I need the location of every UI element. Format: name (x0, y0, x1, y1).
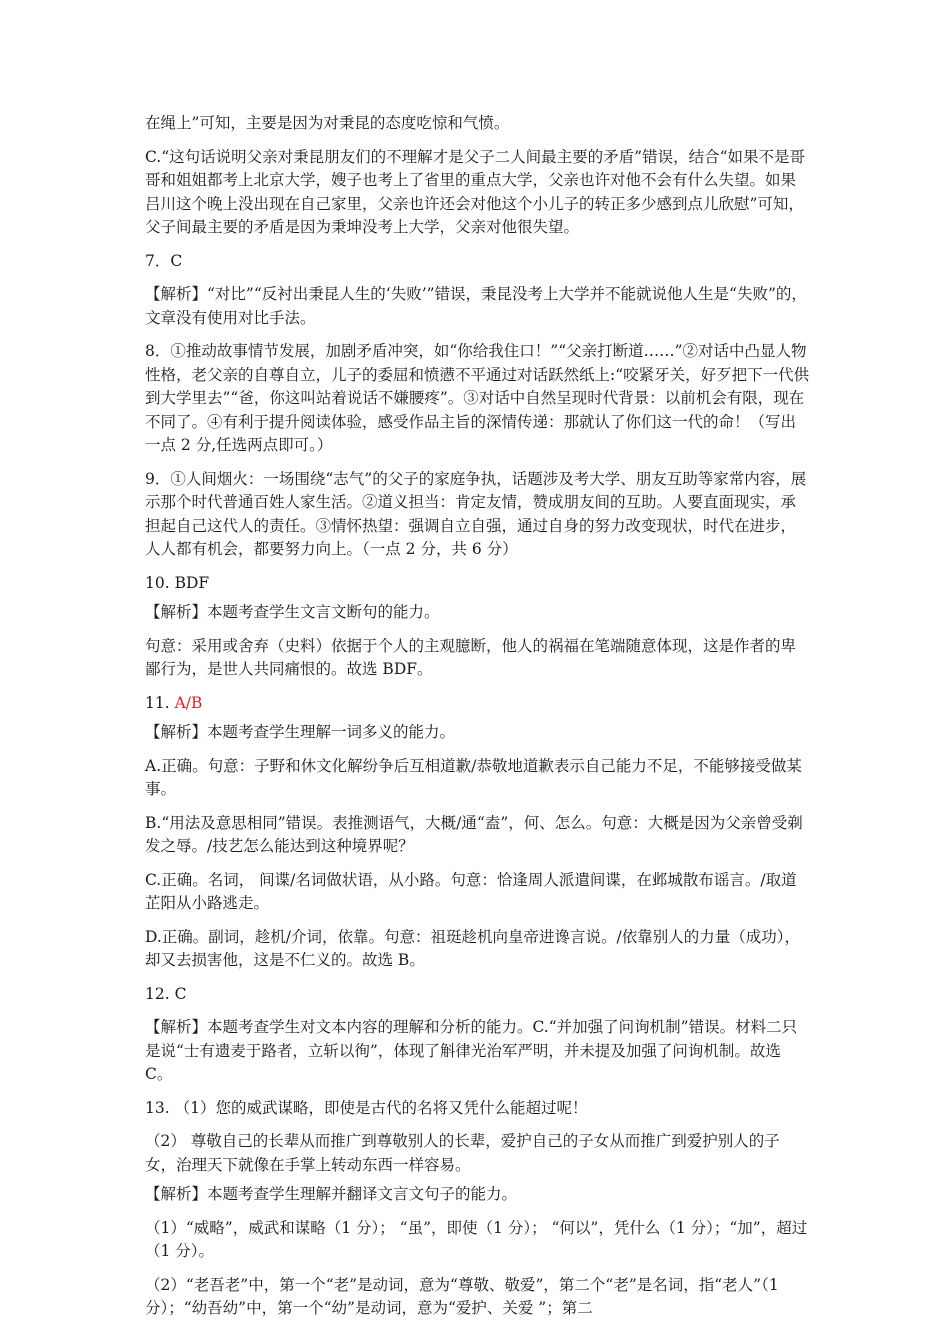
question-11-number: 11. (145, 693, 175, 712)
paragraph: C.“这句话说明父亲对秉昆朋友们的不理解才是父子二人间最主要的矛盾”错误，结合“如果不是哥哥和姐姐都考上北京大学，嫂子也考上了省里的重点大学，父亲也许对他不会有什么失望。如果吕川这个晚上没出现在自己家里，父亲也许还会对他这个小儿子的转正多少感到点儿欣慰”可知，父子间最主要的矛盾是因为秉坤没考上大学，父亲对他很失望。 (145, 147, 806, 236)
question-12-answer: 12. C (145, 984, 187, 1003)
paragraph: 【解析】本题考查学生理解一词多义的能力。 (145, 723, 456, 741)
paragraph: （2）“老吾老”中，第一个“老”是动词，意为“尊敬、敬爱”，第二个“老”是名词，指“老人”（1 分）；“幼吾幼”中，第一个“幼”是动词，意为“爱护、关爱 ”；第二 (145, 1275, 779, 1317)
paragraph: 【解析】本题考查学生对文本内容的理解和分析的能力。C.“并加强了问询机制”错误。材料二只是说“士有遗麦于路者，立斩以徇”，体现了斛律光治军严明，并未提及加强了问询机制。故选 C。 (145, 1018, 798, 1083)
paragraph: D.正确。副词，趁机/介词，依靠。句意：祖珽趁机向皇帝进谗言说。/依靠别人的力量（成功），却又去损害他，这是不仁义的。故选 B。 (145, 927, 800, 969)
paragraph: 【解析】本题考查学生理解并翻译文言文句子的能力。 (145, 1185, 518, 1203)
paragraph: 句意：采用或舍弃（史料）依据于个人的主观臆断，他人的祸福在笔端随意体现，这是作者的卑鄙行为，是世人共同痛恨的。故选 BDF。 (145, 636, 797, 678)
paragraph: B.“用法及意思相同”错误。表推测语气，大概/通“盍”，何、怎么。句意：大概是因为父亲曾受剃发之辱。/技艺怎么能达到这种境界呢？ (145, 813, 803, 855)
paragraph: C.正确。名词， 间谍/名词做状语，从小路。句意：恰逢周人派遣间谍，在邺城散布谣言。/取道芷阳从小路逃走。 (145, 870, 797, 912)
paragraph: A.正确。句意：子野和休文化解纷争后互相道歉/恭敬地道歉表示自己能力不足，不能够接受做某事。 (145, 756, 802, 798)
paragraph: 【解析】本题考查学生文言文断句的能力。 (145, 603, 440, 621)
question-11-answer (145, 692, 810, 716)
question-13-answer: 13. （1）您的威武谋略，即使是古代的名将又凭什么能超过呢！ (145, 1098, 588, 1117)
question-7-answer: 7．C (145, 251, 183, 270)
paragraph: （1）“威略”，威武和谋略（1 分）； “虽”，即使（1 分）； “何以”，凭什么（1 分）；“加”，超过（1 分）。 (145, 1218, 808, 1260)
question-8-answer: 8．①推动故事情节发展，加剧矛盾冲突，如“你给我住口！”“父亲打断道……”②对话中凸显人物性格，老父亲的自尊自立，儿子的委屈和愤懑不平通过对话跃然纸上:“咬紧牙关，好歹把下一代供到大学里去”“爸，你这叫站着说话不嫌腰疼”。③对话中自然呈现时代背景：以前机会有限，现在不同了。④有利于提升阅读体验，感受作品主旨的深情传递：那就认了你们这一代的命！（写出一点 2 分,任选两点即可。） (145, 342, 810, 454)
paragraph: 在绳上”可知，主要是因为对秉昆的态度吃惊和气愤。 (145, 114, 510, 132)
paragraph: （2） 尊敬自己的长辈从而推广到尊敬别人的长辈，爱护自己的子女从而推广到爱护别人的子女，治理天下就像在手掌上转动东西一样容易。 (145, 1132, 780, 1174)
paragraph: 【解析】“对比”“反衬出秉昆人生的‘失败’”错误，秉昆没考上大学并不能就说他人生是“失败”的，文章没有使用对比手法。 (145, 285, 807, 327)
question-11-red-answer: A/B (174, 693, 203, 712)
question-9-answer: 9．①人间烟火：一场围绕“志气”的父子的家庭争执，话题涉及考大学、朋友互助等家常内容，展示那个时代普通百姓人家生活。②道义担当：肯定友情，赞成朋友间的互助。人要直面现实，承担起自己这代人的责任。③情怀热望：强调自立自强，通过自身的努力改变现状，时代在进步，人人都有机会，都要努力向上。（一点 2 分，共 6 分） (145, 469, 807, 558)
question-10-answer: 10. BDF (145, 573, 210, 592)
